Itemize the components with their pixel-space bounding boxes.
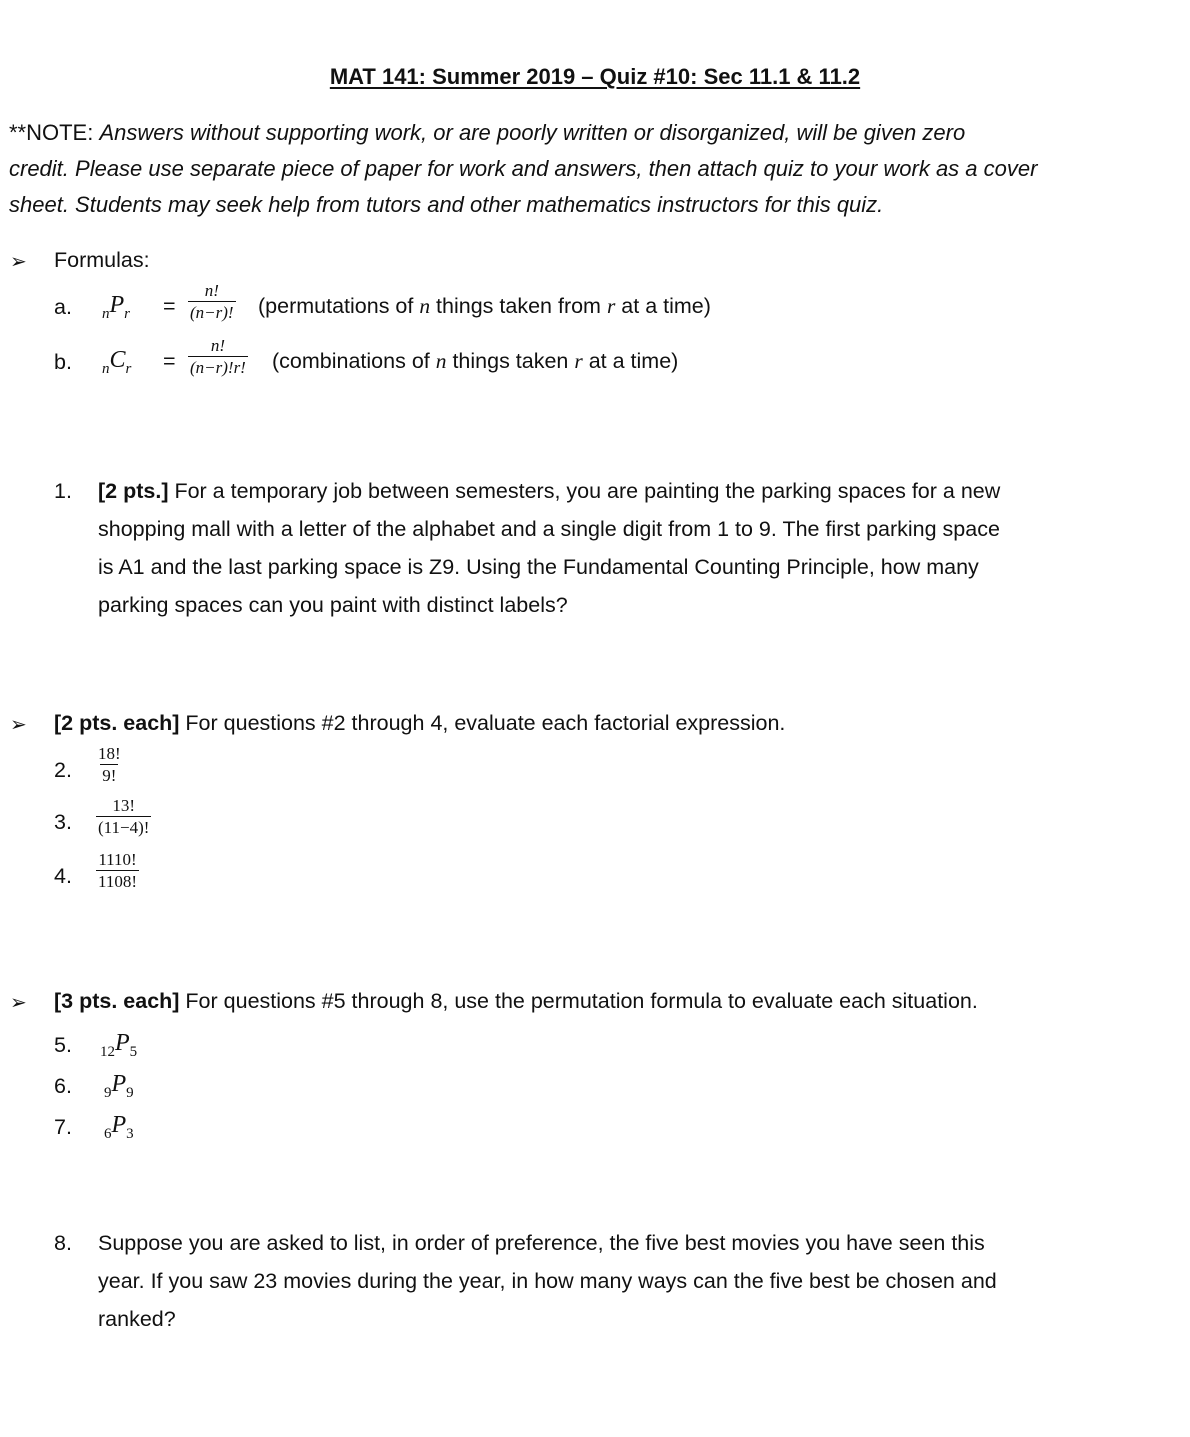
desc-text: things taken from xyxy=(430,294,607,318)
sub-n: 6 xyxy=(104,1125,112,1142)
sub-n: n xyxy=(102,360,110,377)
q2-fraction xyxy=(96,745,123,785)
denominator: (n−r)! xyxy=(190,302,234,322)
q2-number: 2. xyxy=(54,758,72,782)
q1-line-1 xyxy=(98,479,1000,504)
q3-fraction xyxy=(96,797,151,837)
page-title xyxy=(0,64,1190,90)
q7-number: 7. xyxy=(54,1115,72,1139)
symbol: P xyxy=(111,1071,127,1097)
section-text: For questions #2 through 4, evaluate each factorial expression. xyxy=(179,711,786,735)
var-r: r xyxy=(606,294,616,318)
desc-text: at a time) xyxy=(582,349,679,373)
section-text: For questions #5 through 8, use the permutation formula to evaluate each situation. xyxy=(179,989,978,1013)
q1-line-2: shopping mall with a letter of the alphabet and a single digit from 1 to 9. The first parking space xyxy=(98,517,1000,541)
sub-n: 9 xyxy=(104,1084,112,1101)
q7-permutation xyxy=(104,1112,134,1143)
q5-permutation xyxy=(100,1030,137,1061)
sub-r: 5 xyxy=(129,1043,138,1060)
sub-n: n xyxy=(102,305,110,322)
q8-line-3: ranked? xyxy=(98,1307,176,1331)
symbol: P xyxy=(111,1112,127,1138)
denominator: (n−r)!r! xyxy=(190,357,246,377)
desc-text: (combinations of xyxy=(272,349,436,373)
q1-text: For a temporary job between semesters, you are painting the parking spaces for a new xyxy=(168,479,1001,503)
section-3-heading xyxy=(54,989,978,1014)
var-n: n xyxy=(435,349,447,373)
note-line-3 xyxy=(9,192,883,218)
numerator: n! xyxy=(204,281,219,300)
formulas-heading: Formulas: xyxy=(54,248,150,272)
desc-text: (permutations of xyxy=(258,294,420,318)
sub-r: r xyxy=(125,360,132,377)
note-prefix: **NOTE: xyxy=(9,120,100,145)
formula-b-description xyxy=(272,349,678,374)
desc-text: things taken xyxy=(446,349,575,373)
section-points: [3 pts. each] xyxy=(54,989,180,1013)
q3-number: 3. xyxy=(54,810,72,834)
equals-sign: = xyxy=(163,349,176,373)
q4-fraction xyxy=(96,851,139,891)
var-r: r xyxy=(574,349,583,373)
section-points: [2 pts. each] xyxy=(54,711,180,735)
formula-a-fraction xyxy=(188,282,236,322)
sub-r: r xyxy=(124,305,131,322)
sub-r: 9 xyxy=(126,1084,134,1101)
section-2-heading xyxy=(54,711,785,736)
title-text: MAT 141: Summer 2019 – Quiz #10: Sec 11.1 & 11.2 xyxy=(329,64,861,89)
denominator: (11−4)! xyxy=(98,817,150,837)
q6-permutation xyxy=(104,1071,134,1102)
q1-line-4: parking spaces can you paint with distinct labels? xyxy=(98,593,568,617)
denominator: 1108! xyxy=(98,871,138,891)
symbol: P xyxy=(109,292,125,318)
q1-number: 1. xyxy=(54,479,72,503)
q8-number: 8. xyxy=(54,1231,72,1255)
numerator: n! xyxy=(210,336,226,355)
q8-line-1: Suppose you are asked to list, in order of preference, the five best movies you have seen this xyxy=(98,1231,985,1255)
note-text: sheet. Students may seek help from tutors and other mathematics instructors for this quiz. xyxy=(9,192,884,217)
note-line-2 xyxy=(9,156,1037,182)
q8-line-2: year. If you saw 23 movies during the year, in how many ways can the five best be chosen and xyxy=(98,1269,997,1293)
bullet-arrow-icon: ➢ xyxy=(10,992,27,1014)
formula-b-label: b. xyxy=(54,350,72,374)
note-text: Answers without supporting work, or are poorly written or disorganized, will be given zero xyxy=(99,120,966,145)
note-line-1 xyxy=(9,120,965,146)
symbol: C xyxy=(109,347,126,373)
formula-b-symbol xyxy=(102,347,131,378)
bullet-arrow-icon: ➢ xyxy=(10,251,27,273)
var-n: n xyxy=(419,294,431,318)
formula-b-fraction xyxy=(188,337,248,377)
symbol: P xyxy=(115,1030,130,1056)
denominator: 9! xyxy=(102,765,117,785)
q1-points: [2 pts.] xyxy=(98,479,169,503)
sub-r: 3 xyxy=(126,1125,134,1142)
numerator: 18! xyxy=(98,744,121,763)
q1-line-3: is A1 and the last parking space is Z9. Using the Fundamental Counting Principle, how many xyxy=(98,555,979,579)
note-text: credit. Please use separate piece of paper for work and answers, then attach quiz to your work as a cover xyxy=(9,156,1038,181)
equals-sign: = xyxy=(163,294,176,318)
formula-a-description xyxy=(258,294,711,319)
bullet-arrow-icon: ➢ xyxy=(10,714,27,736)
q6-number: 6. xyxy=(54,1074,72,1098)
formula-a-symbol xyxy=(102,292,130,323)
desc-text: at a time) xyxy=(615,294,711,318)
sub-n: 12 xyxy=(100,1043,115,1060)
numerator: 13! xyxy=(112,796,136,815)
q5-number: 5. xyxy=(54,1033,72,1057)
formula-a-label: a. xyxy=(54,295,72,319)
numerator: 1110! xyxy=(98,850,137,869)
q4-number: 4. xyxy=(54,864,72,888)
